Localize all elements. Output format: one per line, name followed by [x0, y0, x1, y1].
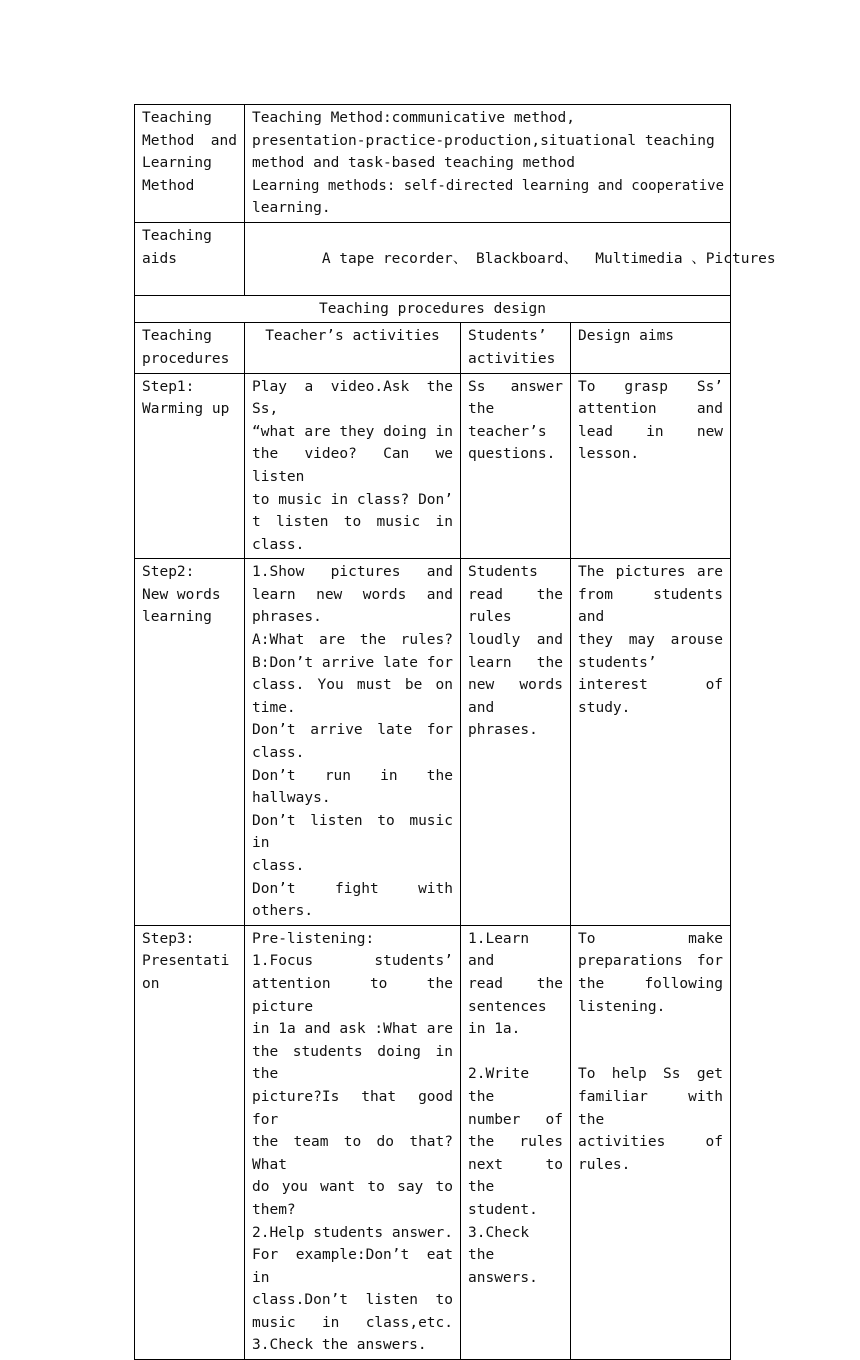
step-student-line: phrases. — [468, 722, 538, 739]
step-aims-line: To make — [578, 930, 724, 947]
step-teacher-line: 1.Show pictures and — [252, 564, 453, 581]
step-aims-line: interest of — [578, 677, 724, 694]
step-student-line: read the — [468, 975, 563, 992]
step-teacher-line: A:What are the rules? — [252, 632, 453, 649]
header-teacher-activities-text: Teacher’s activities — [265, 328, 440, 345]
method-label-cell — [135, 105, 245, 223]
method-content-line: Learning methods: self-directed learning and cooperative — [252, 177, 725, 194]
step-procedure-line: Step2: — [142, 564, 195, 581]
step-aims-line: activities of — [578, 1134, 724, 1151]
step-student-line: the — [468, 401, 495, 418]
step-teacher-line: class.Don’t listen to — [252, 1292, 453, 1309]
step-teacher-line: t listen to music in — [252, 514, 453, 531]
step-student-line: student. — [468, 1201, 538, 1218]
step-aims-line: familiar with the — [578, 1088, 724, 1128]
step-teacher-line: the team to do that?What — [252, 1134, 453, 1173]
step-teacher-activities-cell — [245, 559, 461, 926]
step-student-line: Students — [468, 564, 538, 581]
step-student-line: rules — [468, 609, 512, 626]
step-student-line: loudly and — [468, 632, 563, 649]
step-procedure-cell — [135, 925, 245, 1359]
header-student-activities — [461, 323, 571, 373]
step-student-line: Ss answer — [468, 378, 563, 395]
step-student-line: learn the — [468, 654, 563, 671]
step-procedure-line: Step3: — [142, 930, 195, 947]
header-procedures-line: Teaching — [142, 328, 212, 345]
header-procedures-line: procedures — [142, 350, 230, 367]
step-aims-line: rules. — [578, 1156, 631, 1173]
header-student-activities-line: Students’ — [468, 328, 547, 345]
method-content-line: presentation-practice-production,situational teaching — [252, 132, 715, 149]
step-teacher-line: them? — [252, 1201, 296, 1218]
step-teacher-line: phrases. — [252, 609, 322, 626]
step-aims-line: they may arouse — [578, 632, 724, 649]
step-student-line — [468, 1041, 563, 1064]
step-row — [135, 373, 731, 559]
step-aims-line: listening. — [578, 998, 666, 1015]
step-teacher-line: Don’t arrive late for — [252, 722, 453, 739]
steps-body — [135, 373, 731, 1360]
step-procedure-cell — [135, 373, 245, 559]
method-content-line: learning. — [252, 200, 331, 217]
step-student-line: next to the — [468, 1156, 563, 1196]
step-student-line: the rules — [468, 1134, 563, 1151]
step-student-line: questions. — [468, 446, 556, 463]
step-teacher-line: in 1a and ask :What are — [252, 1021, 453, 1038]
lesson-plan-table — [134, 104, 776, 1360]
step-procedure-line: Presentati — [142, 953, 230, 970]
step-teacher-line: time. — [252, 699, 296, 716]
step-procedure-line: learning — [142, 609, 212, 626]
step-teacher-activities-cell — [245, 373, 461, 559]
step-student-line: in 1a. — [468, 1021, 521, 1038]
step-design-aims-cell — [571, 559, 731, 926]
step-aims-line: attention and — [578, 401, 724, 418]
method-content-cell — [245, 105, 731, 223]
aids-content-cell — [245, 222, 776, 295]
step-teacher-line: Don’t listen to music in — [252, 812, 453, 852]
header-row — [135, 323, 731, 373]
step-teacher-line: picture?Is that good for — [252, 1088, 453, 1128]
step-student-activities-cell — [461, 925, 571, 1359]
step-aims-line: To help Ss get — [578, 1066, 724, 1083]
method-content-line: Teaching Method:communicative method, — [252, 110, 576, 126]
step-student-line: 1.Learn and — [468, 930, 530, 970]
step-student-line: teacher’s — [468, 423, 547, 440]
header-teacher-activities — [245, 323, 461, 373]
step-design-aims-cell — [571, 925, 731, 1359]
header-student-activities-line: activities — [468, 350, 556, 367]
step-row — [135, 559, 731, 926]
step-teacher-line: the video? Can we listen — [252, 446, 453, 485]
aids-label-cell — [135, 222, 245, 295]
method-label-line: Method — [142, 177, 195, 194]
step-procedure-line: New words — [142, 586, 221, 603]
section-title-row — [135, 295, 731, 323]
step-teacher-line: class. — [252, 858, 305, 874]
step-aims-line: To grasp Ss’ — [578, 378, 724, 395]
step-aims-line: preparations for — [578, 953, 724, 970]
step-teacher-line: Play a video.Ask the Ss, — [252, 378, 453, 418]
step-aims-line: from students and — [578, 586, 724, 626]
step-teacher-line: 3.Check the answers. — [252, 1337, 427, 1354]
step-teacher-line: For example:Don’t eat in — [252, 1247, 453, 1286]
step-teacher-line: to music in class? Don’ — [252, 491, 453, 508]
step-aims-line: the following — [578, 975, 724, 992]
method-label-line: Teaching — [142, 110, 212, 126]
step-teacher-line: the students doing in the — [252, 1043, 453, 1083]
step-teacher-line: learn new words and — [252, 586, 453, 603]
step-teacher-line: music in class,etc. — [252, 1314, 453, 1331]
method-content-line: method and task-based teaching method — [252, 155, 576, 172]
step-aims-line: study. — [578, 699, 631, 716]
step-procedure-line: Step1: — [142, 378, 195, 395]
step-student-line: new words — [468, 677, 563, 694]
step-aims-line — [578, 1041, 723, 1064]
step-student-line: 3.Check the — [468, 1224, 530, 1264]
step-student-line: read the — [468, 586, 563, 603]
step-procedure-line: on — [142, 975, 160, 992]
header-procedures — [135, 323, 245, 373]
step-student-line: number of — [468, 1111, 563, 1128]
step-teacher-line: class. You must be on — [252, 677, 453, 694]
step-teacher-line: “what are they doing in — [252, 423, 453, 440]
step-design-aims-cell — [571, 373, 731, 559]
step-aims-line: The pictures are — [578, 564, 724, 581]
step-teacher-activities-cell — [245, 925, 461, 1359]
step-teacher-line: B:Don’t arrive late for — [252, 654, 453, 671]
header-design-aims — [571, 323, 731, 373]
step-teacher-line: class. — [252, 745, 305, 762]
lesson-plan-document — [134, 104, 776, 1360]
step-row — [135, 925, 731, 1359]
step-teacher-line: 1.Focus students’ — [252, 953, 453, 970]
step-teacher-line: Don’t run in the — [252, 767, 453, 784]
method-label-line: Learning — [142, 155, 212, 172]
step-teacher-line: hallways. — [252, 790, 331, 807]
step-student-line: and — [468, 699, 495, 716]
header-design-aims-text: Design aims — [578, 328, 675, 345]
step-teacher-line: 2.Help students answer. — [252, 1224, 453, 1241]
step-student-activities-cell — [461, 559, 571, 926]
step-teacher-line: class. — [252, 536, 305, 553]
step-student-line: answers. — [468, 1269, 538, 1286]
step-teacher-line: do you want to say to — [252, 1179, 453, 1196]
aids-row — [135, 222, 731, 295]
step-teacher-line: Don’t fight with others. — [252, 880, 453, 920]
step-aims-line: students’ — [578, 654, 657, 671]
aids-label-line: Teaching — [142, 227, 212, 244]
section-title: Teaching procedures design — [135, 295, 731, 323]
step-aims-line: lead in new — [578, 423, 724, 440]
step-teacher-line: Pre-listening: — [252, 930, 375, 947]
step-student-line: 2.Write the — [468, 1066, 530, 1105]
method-row — [135, 105, 731, 223]
step-procedure-cell — [135, 559, 245, 926]
step-student-line: sentences — [468, 998, 547, 1015]
step-aims-line — [578, 1018, 723, 1041]
method-label-line: Method and — [142, 132, 237, 149]
step-teacher-line: attention to the picture — [252, 975, 453, 1015]
step-procedure-line: Warming up — [142, 401, 230, 418]
aids-content-text: A tape recorder、 Blackboard、 Multimedia 、Pictures — [321, 250, 776, 267]
aids-label-line: aids — [142, 250, 177, 267]
step-aims-line: lesson. — [578, 446, 640, 463]
step-student-activities-cell — [461, 373, 571, 559]
